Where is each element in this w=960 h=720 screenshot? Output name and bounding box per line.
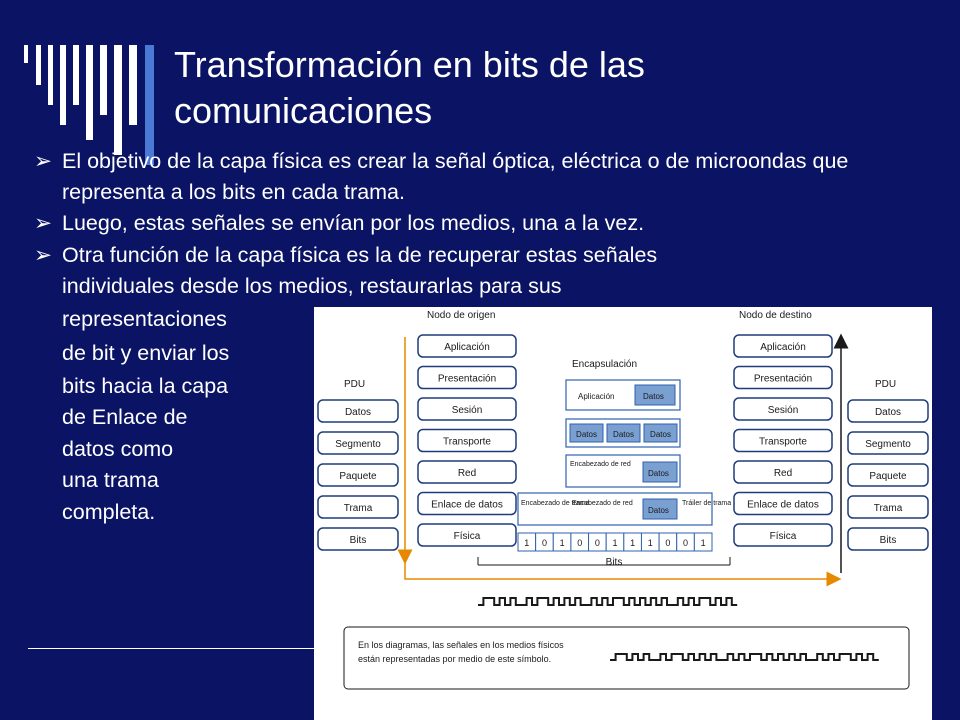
encap-app-label: Aplicación: [578, 392, 615, 401]
layer-destination-label: Sesión: [767, 405, 799, 416]
bullet-line: representaciones: [62, 307, 227, 331]
slide-title: [174, 42, 934, 134]
layer-destination-label: Aplicación: [760, 342, 806, 353]
decorative-stripes: [0, 0, 180, 170]
osi-encapsulation-diagram: [314, 307, 932, 720]
encap-data-text: Datos: [648, 469, 669, 478]
bullet-list: [34, 146, 934, 239]
pdu-item-label: Datos: [344, 407, 372, 418]
pdu-item-label: Segmento: [335, 439, 381, 450]
bit-value: 1: [612, 538, 618, 548]
bullet-item: [34, 208, 934, 239]
layer-origin-label: Aplicación: [444, 342, 490, 353]
bullet-arrow-icon: ➢: [34, 149, 53, 173]
bullet-line: Otra función de la capa física es la de recuperar estas señales: [62, 243, 658, 267]
layer-origin-label: Presentación: [437, 373, 497, 385]
bit-value: 1: [647, 538, 653, 548]
bit-value: 1: [559, 538, 565, 548]
bit-value: 0: [541, 538, 547, 548]
segment-data-text: Datos: [650, 430, 671, 439]
bit-value: 1: [630, 538, 636, 548]
segment-data-text: Datos: [613, 430, 634, 439]
bit-value: 0: [665, 538, 671, 548]
bit-value: 0: [683, 538, 689, 548]
bullet-line: datos como: [62, 437, 174, 461]
bit-value: 1: [700, 538, 706, 548]
bullet-line: de bit y enviar los: [62, 341, 230, 365]
pdu-item-label: Datos: [874, 407, 902, 418]
encap-net-header: Encabezado de red: [570, 461, 631, 468]
encap-frame-trailer: Tráiler de trama: [682, 500, 732, 507]
pdu-label-left: PDU: [344, 379, 366, 390]
layer-destination-label: Transporte: [759, 436, 807, 448]
layer-destination-label: Presentación: [753, 373, 813, 385]
bullet-item: [34, 146, 934, 208]
encap-frame-header: Encabezado de trama: [521, 500, 590, 507]
pdu-item-label: Trama: [343, 503, 373, 514]
layer-origin-label: Enlace de datos: [431, 499, 503, 511]
bullet-line: una trama: [62, 468, 159, 492]
signal-waveform: [478, 598, 737, 605]
layer-destination-label: Enlace de datos: [747, 499, 819, 511]
layer-destination-label: Física: [769, 531, 797, 542]
layer-origin-label: Transporte: [443, 436, 491, 448]
encap-data-text: Datos: [648, 506, 669, 515]
layer-destination-label: Red: [773, 468, 793, 479]
pdu-item-label: Paquete: [339, 471, 377, 482]
bullet-line: completa.: [62, 500, 156, 524]
bullet-text: El objetivo de la capa física es crear la señal óptica, eléctrica o de microondas que representa a los bits en cada trama.: [62, 149, 849, 204]
encap-frame-group: [518, 493, 712, 525]
bullet-line: bits hacia la capa: [62, 374, 229, 398]
bits-label: Bits: [605, 557, 623, 568]
bullet-text: Luego, estas señales se envían por los medios, una a la vez.: [62, 211, 645, 235]
layer-origin-label: Sesión: [451, 405, 483, 416]
encap-data-text: Datos: [643, 392, 664, 401]
pdu-item-label: Segmento: [865, 439, 911, 450]
bullet-line: individuales desde los medios, restaurarlas para sus: [62, 274, 562, 298]
bullet-line: de Enlace de: [62, 405, 188, 429]
pdu-item-label: Bits: [879, 535, 897, 546]
bit-value: 0: [594, 538, 600, 548]
bit-value: 1: [524, 538, 530, 548]
note-text-line-1: En los diagramas, las señales en los medios físicos: [358, 640, 564, 650]
encap-net-header: Encabezado de red: [572, 500, 633, 507]
segment-data-text: Datos: [576, 430, 597, 439]
layer-origin-label: Física: [453, 531, 481, 542]
diagram-canvas: [314, 307, 932, 720]
note-text-line-2: están representadas por medio de este símbolo.: [358, 654, 552, 664]
pdu-label-right: PDU: [875, 379, 897, 390]
title-line-2: comunicaciones: [174, 90, 433, 131]
title-line-1: Transformación en bits de las: [174, 44, 645, 85]
footer-divider: [28, 648, 318, 649]
pdu-item-label: Paquete: [869, 471, 907, 482]
destination-node-label: Nodo de destino: [739, 310, 812, 321]
bullet-arrow-icon: ➢: [34, 211, 53, 235]
bit-value: 0: [577, 538, 583, 548]
layer-origin-label: Red: [457, 468, 477, 479]
bullet-arrow-icon: ➢: [34, 243, 53, 267]
encapsulation-title: Encapsulación: [572, 359, 638, 370]
pdu-item-label: Trama: [873, 503, 903, 514]
origin-node-label: Nodo de origen: [427, 310, 496, 321]
pdu-item-label: Bits: [349, 535, 367, 546]
